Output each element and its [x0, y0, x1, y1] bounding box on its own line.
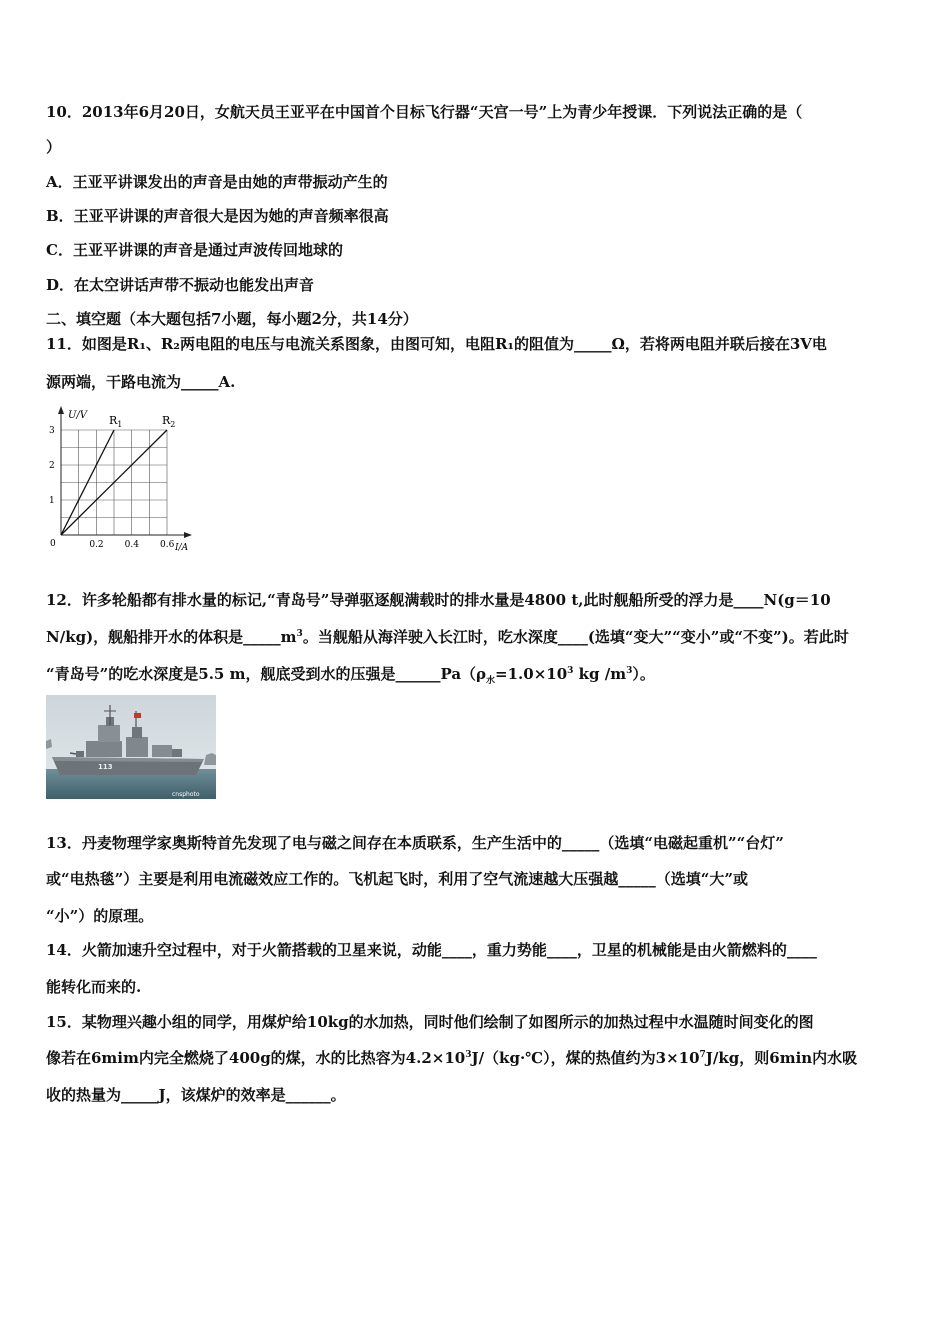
- q13-stem-line1: 13．丹麦物理学家奥斯特首先发现了电与磁之间存在本质联系，生产生活中的_____（选填“电磁起重机”“台灯”: [46, 834, 784, 852]
- q14-stem-line1: 14．火箭加速升空过程中，对于火箭搭载的卫星来说，动能____，重力势能____，卫星的机械能是由火箭燃料的____: [46, 941, 817, 959]
- y-tick-label: 2: [49, 461, 55, 471]
- q15-stem-line1: 15．某物理兴趣小组的同学，用煤炉给10kg的水加热，同时他们绘制了如图所示的加热过程中水温随时间变化的图: [46, 1013, 814, 1031]
- x-tick-label: 0.2: [89, 540, 104, 550]
- q10-stem-line1: 10．2013年6月20日，女航天员王亚平在中国首个目标飞行器“天宫一号”上为青少年授课．下列说法正确的是（: [46, 103, 803, 121]
- q13-stem-line2: 或“电热毯”）主要是利用电流磁效应工作的。飞机起飞时，利用了空气流速越大压强越_____（选填“大”或: [46, 870, 749, 888]
- origin-label: 0: [50, 539, 56, 549]
- q15-line2-part-a: 像若在6mim内完全燃烧了400g的煤，水的比热容为4.2×10: [46, 1049, 466, 1067]
- q12-line2-part-b: 。当舰船从海洋驶入长江时，吃水深度____(选填“变大”“变小”或“不变”)。若此时: [302, 628, 849, 646]
- q12-stem-line3: [46, 664, 655, 684]
- y-tick-label: 1: [49, 496, 55, 506]
- voltage-current-chart: [44, 404, 196, 554]
- q15-stem-line2: [46, 1048, 857, 1068]
- destroyer-photo: [46, 695, 216, 799]
- x-axis-arrow: [184, 532, 192, 538]
- section-heading: 二、填空题（本大题包括7小题，每小题2分，共14分）: [46, 310, 418, 328]
- series-label-r2: $R_2$: [162, 414, 176, 429]
- x-tick-labels: [89, 540, 174, 550]
- x-tick-label: 0.4: [124, 540, 139, 550]
- q12-line3-superscript-1: 3: [567, 666, 574, 676]
- x-axis-label: I/A: [175, 543, 189, 553]
- q10-option-d: D．在太空讲话声带不振动也能发出声音: [46, 276, 315, 294]
- q15-stem-line3: 收的热量为_____J，该煤炉的效率是______。: [46, 1086, 346, 1104]
- q11-stem-line2: 源两端，干路电流为_____A.: [46, 373, 236, 391]
- x-tick-label: 0.6: [160, 540, 175, 550]
- q15-line2-superscript-2: 7: [699, 1050, 706, 1060]
- q12-line2-part-a: N/kg)，舰船排开水的体积是_____m: [46, 628, 297, 646]
- hull-number: 113: [98, 763, 113, 771]
- q12-line3-part-d: ）。: [632, 665, 655, 683]
- photo-watermark: cnsphoto: [172, 791, 200, 798]
- q10-option-a: A．王亚平讲课发出的声音是由她的声带振动产生的: [46, 173, 388, 191]
- q12-line3-part-c: kg /m: [573, 665, 627, 683]
- q13-stem-line3: “小”）的原理。: [46, 907, 154, 925]
- q11-stem-line1: 11．如图是R₁、R₂两电阻的电压与电流关系图象，由图可知，电阻R₁的阻值为_____Ω，若将两电阻并联后接在3V电: [46, 335, 827, 353]
- series-label-r1: $R_1$: [109, 414, 123, 429]
- series-labels: [109, 414, 175, 429]
- q14-stem-line2: 能转化而来的.: [46, 978, 142, 996]
- q10-option-c: C．王亚平讲课的声音是通过声波传回地球的: [46, 241, 343, 259]
- y-tick-labels: [49, 426, 55, 506]
- q10-option-b: B．王亚平讲课的声音很大是因为她的声音频率很高: [46, 207, 389, 225]
- y-axis-arrow: [58, 406, 64, 414]
- y-tick-label: 3: [49, 426, 55, 436]
- y-axis-label: U/V: [68, 410, 88, 421]
- rho-water-subscript: 水: [486, 676, 496, 686]
- q15-line2-part-c: J/kg，则6min内水吸: [705, 1049, 858, 1067]
- q12-line3-part-b: =1.0×10: [495, 665, 568, 683]
- q12-line2-superscript: 3: [296, 629, 303, 639]
- q15-line2-superscript-1: 3: [465, 1050, 472, 1060]
- q15-line2-part-b: J/（kg·℃），煤的热值约为3×10: [471, 1049, 700, 1067]
- q12-line3-part-a: “青岛号”的吃水深度是5.5 m，舰底受到水的压强是______Pa（ρ: [46, 665, 487, 683]
- q10-stem-line2: ）: [46, 138, 62, 156]
- q12-stem-line1: 12．许多轮船都有排水量的标记,“青岛号”导弹驱逐舰满载时的排水量是4800 t,此时舰船所受的浮力是____N(g＝10: [46, 591, 831, 609]
- q12-stem-line2: [46, 627, 849, 647]
- q12-line3-superscript-2: 3: [626, 666, 633, 676]
